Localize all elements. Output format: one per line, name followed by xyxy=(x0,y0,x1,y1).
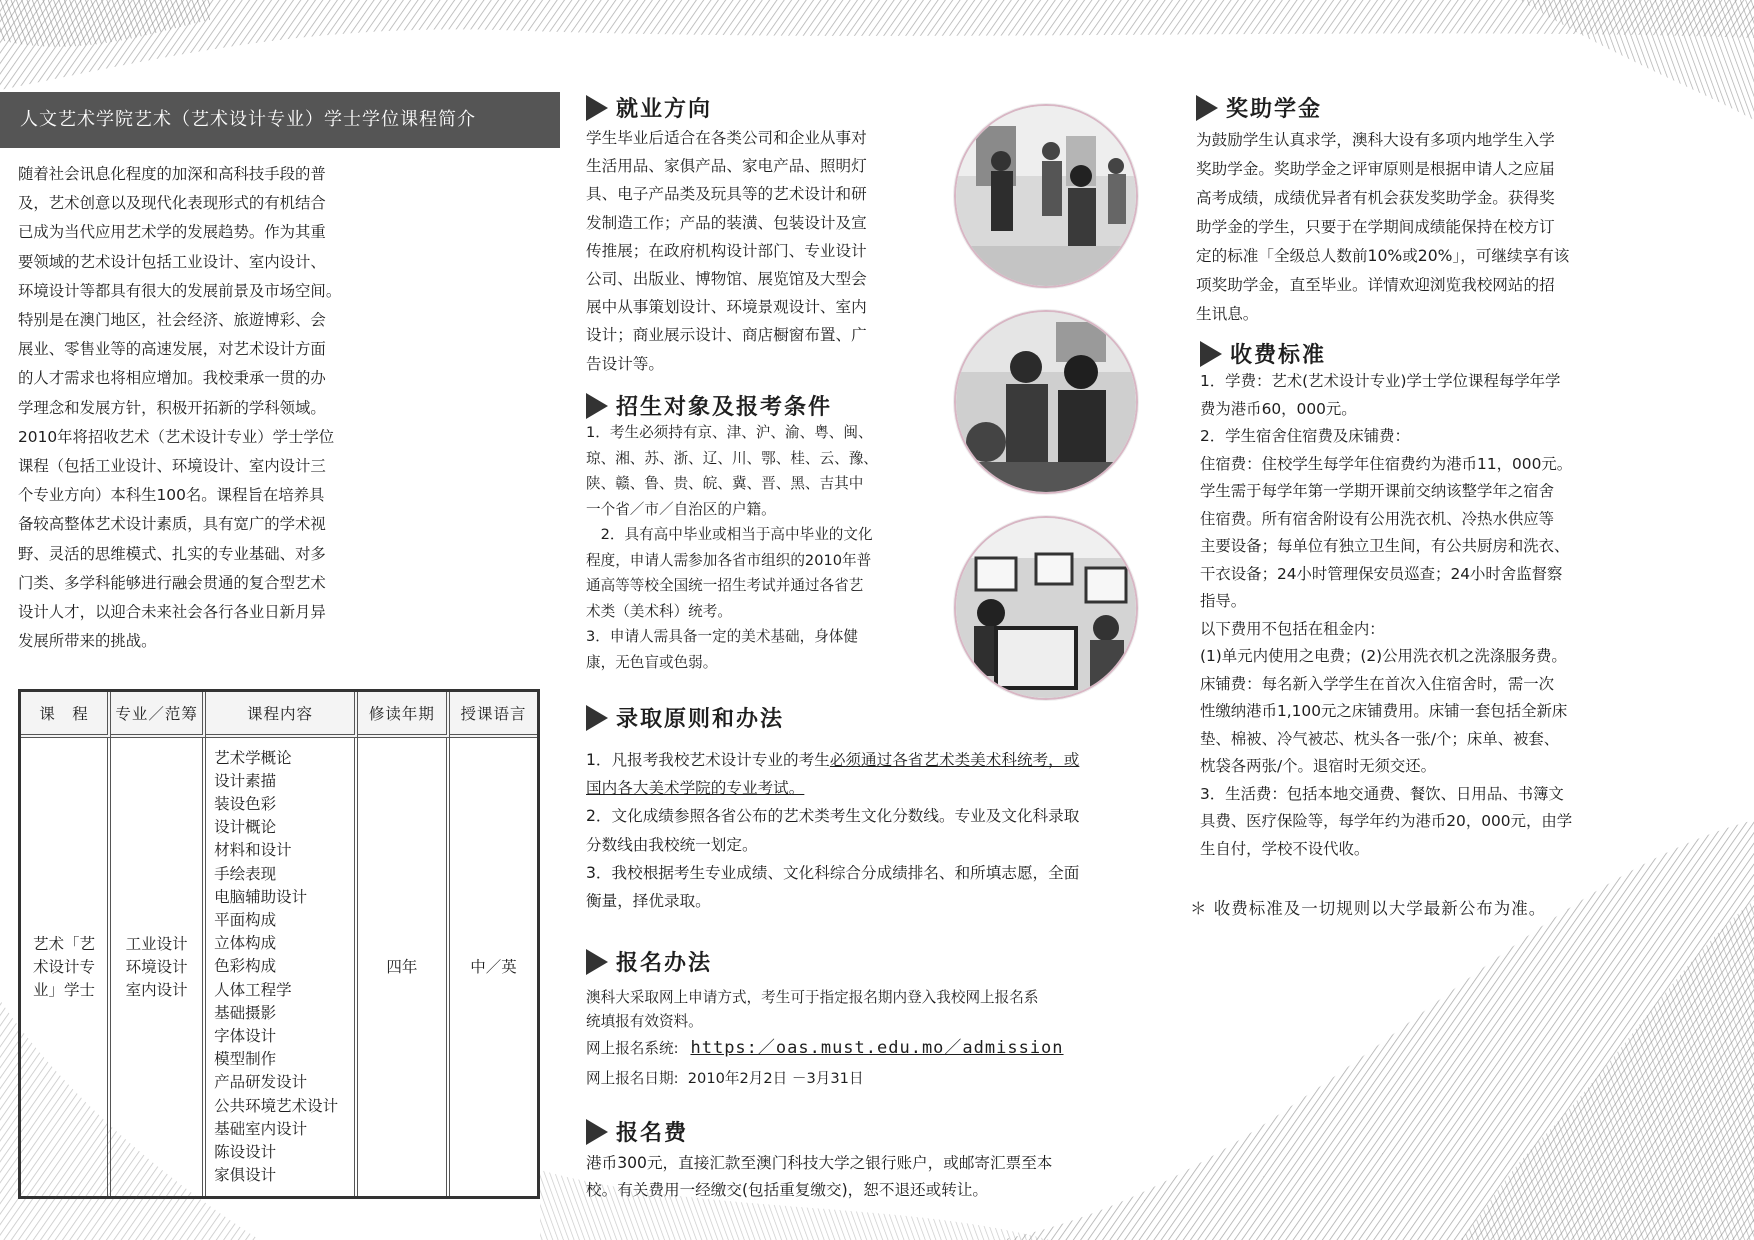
intro-line: 已成为当代应用艺术学的发展趋势。作为其重 xyxy=(18,223,326,242)
intro-line: 门类、多学科能够进行融会贯通的复合型艺术 xyxy=(18,573,326,592)
content-item: 基础摄影 xyxy=(214,1003,277,1022)
admission-line: 1．考生必须持有京、津、沪、渝、粤、闽、 xyxy=(586,424,873,441)
intro-line: 个专业方向）本科生100名。课程旨在培养具 xyxy=(18,486,325,505)
employment-line: 发制造工作；产品的装潢、包装设计及宣 xyxy=(586,213,867,232)
content-item: 陈设设计 xyxy=(214,1143,277,1162)
course-content-cell xyxy=(206,738,358,1196)
selection-heading xyxy=(586,702,784,733)
charges-line: 费为港币60，000元。 xyxy=(1200,399,1357,418)
apply-line: 澳科大采取网上申请方式，考生可于指定报名期内登入我校网上报名系 xyxy=(586,989,1039,1006)
charges-disclaimer: ＊ 收费标准及一切规则以大学最新公布为准。 xyxy=(1190,899,1547,918)
fee-line: 港币300元，直接汇款至澳门科技大学之银行账户，或邮寄汇票至本 xyxy=(586,1154,1053,1172)
content-item: 基础室内设计 xyxy=(214,1119,308,1138)
intro-line: 的人才需求也将相应增加。我校秉承一贯的办 xyxy=(18,369,326,388)
triangle-bullet-icon xyxy=(586,393,608,419)
intro-line: 环境设计等都具有很大的发展前景及市场空间。 xyxy=(18,281,342,300)
intro-line: 学理念和发展方针，积极开拓新的学科领域。 xyxy=(18,398,326,417)
major-cell xyxy=(111,738,206,1196)
intro-line: 发展所带来的挑战。 xyxy=(18,632,157,651)
admission-title: 招生对象及报考条件 xyxy=(616,395,833,420)
apply-system-label: 网上报名系统: xyxy=(586,1040,679,1057)
triangle-bullet-icon xyxy=(586,95,608,121)
content-item: 人体工程学 xyxy=(214,980,292,999)
table-header-row xyxy=(21,692,537,738)
content-item: 电脑辅助设计 xyxy=(214,887,308,906)
scholarship-heading xyxy=(1196,92,1322,123)
major-item: 工业设计 xyxy=(125,934,188,953)
duration-cell: 四年 xyxy=(358,738,450,1196)
intro-line: 2010年将招收艺术（艺术设计专业）学士学位 xyxy=(18,427,335,446)
charges-line: 垫、棉被、冷气被芯、枕头各一张/个；床单、被套、 xyxy=(1200,729,1560,748)
admission-line: 康，无色盲或色弱。 xyxy=(586,653,718,671)
triangle-bullet-icon xyxy=(1200,341,1222,367)
admission-line: 通高等等校全国统一招生考试并通过各省艺 xyxy=(586,577,864,594)
apply-system-link[interactable]: https:／oas.must.edu.mo／admission xyxy=(690,1038,1064,1058)
apply-date-label: 网上报名日期: xyxy=(586,1070,679,1087)
content-item: 装设色彩 xyxy=(214,794,277,813)
intro-line: 展业、零售业等的高速发展，对艺术设计方面 xyxy=(18,340,326,359)
charges-line: 2．学生宿舍住宿费及床铺费： xyxy=(1200,427,1410,445)
apply-heading xyxy=(586,946,712,977)
intro-line: 课程（包括工业设计、环境设计、室内设计三 xyxy=(18,457,326,476)
program-banner: 人文艺术学院艺术（艺术设计专业）学士学位课程简介 xyxy=(0,92,560,148)
admission-line: 3．申请人需具备一定的美术基础，身体健 xyxy=(586,628,858,645)
employment-line: 设计；商业展示设计、商店橱窗布置、广 xyxy=(586,326,867,345)
program-introduction xyxy=(18,160,372,656)
intro-line: 备较高整体艺术设计素质，具有宽广的学术视 xyxy=(18,515,326,534)
apply-date-value: 2010年2月2日 －3月31日 xyxy=(687,1070,864,1087)
charges-line: 住宿费。所有宿舍附设有公用洗衣机、冷热水供应等 xyxy=(1200,509,1554,528)
intro-line: 及，艺术创意以及现代化表现形式的有机结合 xyxy=(18,194,326,213)
content-item: 手绘表现 xyxy=(214,864,277,883)
scholarship-line: 项奖助学金，直至毕业。详情欢迎浏览我校网站的招 xyxy=(1196,276,1555,294)
fee-line: 校。有关费用一经缴交(包括重复缴交)，恕不退还或转让。 xyxy=(586,1181,989,1199)
course-name-line: 术设计专 xyxy=(33,957,96,976)
employment-line: 具、电子产品类及玩具等的艺术设计和研 xyxy=(586,185,867,204)
charges-line: 主要设备；每单位有独立卫生间，有公共厨房和洗衣、 xyxy=(1200,537,1570,555)
content-item: 模型制作 xyxy=(214,1050,277,1069)
course-name-line: 业」学士 xyxy=(33,980,96,999)
charges-line: 枕袋各两张/个。退宿时无须交还。 xyxy=(1200,757,1437,775)
major-item: 室内设计 xyxy=(125,980,188,999)
students-painting-photo xyxy=(954,104,1138,288)
intro-line: 设计人才，以迎合未来社会各行各业日新月异 xyxy=(18,603,326,622)
scholarship-line: 定的标准「全级总人数前10%或20%」，可继续享有该 xyxy=(1196,247,1570,265)
selection-item1-line2: 国内各大美术学院的专业考试。 xyxy=(586,779,805,798)
employment-line: 传推展；在政府机构设计部门、专业设计 xyxy=(586,241,867,260)
employment-line: 展中从事策划设计、环境景观设计、室内 xyxy=(586,298,867,317)
major-item: 环境设计 xyxy=(125,957,188,976)
charges-line: 以下费用不包括在租金内： xyxy=(1200,619,1385,638)
selection-item1-prefix: 1．凡报考我校艺术设计专业的考生 xyxy=(586,751,830,769)
charges-line: 具费、医疗保险等，每学年约为港币20，000元，由学 xyxy=(1200,812,1573,830)
charges-line: 1．学费：艺术(艺术设计专业)学士学位课程每学年学 xyxy=(1200,372,1561,390)
intro-line: 要领域的艺术设计包括工业设计、室内设计、 xyxy=(18,252,326,271)
admission-line: 术类（美术科）统考。 xyxy=(586,602,732,620)
content-item: 设计素描 xyxy=(214,771,277,790)
course-name-line: 艺术「艺 xyxy=(33,934,96,953)
fee-text xyxy=(586,1150,1166,1204)
content-item: 色彩构成 xyxy=(214,957,277,976)
content-item: 设计概论 xyxy=(214,818,277,837)
employment-heading xyxy=(586,92,712,123)
scholarship-title: 奖助学金 xyxy=(1226,97,1323,122)
selection-line: 2．文化成绩参照各省公布的艺术类考生文化分数线。专业及文化科录取 xyxy=(586,807,1080,826)
content-item: 公共环境艺术设计 xyxy=(214,1096,339,1115)
charges-line: 3．生活费：包括本地交通费、餐饮、日用品、书簿文 xyxy=(1200,784,1564,803)
scholarship-line: 高考成绩，成绩优异者有机会获发奖助学金。获得奖 xyxy=(1196,189,1555,207)
apply-text xyxy=(586,986,1166,1091)
selection-item1-underlined: 必须通过各省艺术类美术科统考，或 xyxy=(829,751,1080,769)
apply-line: 统填报有效资料。 xyxy=(586,1013,703,1030)
employment-title: 就业方向 xyxy=(616,97,713,122)
charges-text xyxy=(1200,368,1620,863)
employment-line: 告设计等。 xyxy=(586,354,664,373)
intro-line: 野、灵活的思维模式、扎实的专业基础、对多 xyxy=(18,544,326,563)
scholarship-line: 生讯息。 xyxy=(1196,305,1259,323)
charges-line: 指导。 xyxy=(1200,592,1247,610)
admission-line: 陕、赣、鲁、贵、皖、冀、晋、黑、吉其中 xyxy=(586,475,864,492)
selection-text xyxy=(586,746,1166,915)
content-item: 艺术学概论 xyxy=(214,748,292,767)
employment-line: 公司、出版业、博物馆、展览馆及大型会 xyxy=(586,270,867,289)
charges-line: 干衣设备；24小时管理保安员巡查；24小时舍监督察 xyxy=(1200,564,1563,583)
selection-line: 分数线由我校统一划定。 xyxy=(586,835,758,854)
content-item: 材料和设计 xyxy=(214,841,292,860)
charges-line: 学生需于每学年第一学期开课前交纳该整学年之宿舍 xyxy=(1200,482,1554,500)
header-duration: 修读年期 xyxy=(358,692,450,738)
scholarship-text xyxy=(1196,126,1616,329)
selection-line: 衡量，择优录取。 xyxy=(586,892,711,911)
header-content: 课程内容 xyxy=(206,692,358,738)
charges-line: (1)单元内使用之电费；(2)公用洗衣机之洗涤服务费。 xyxy=(1200,647,1567,665)
course-name-cell xyxy=(21,738,111,1196)
content-item: 产品研发设计 xyxy=(214,1073,308,1092)
admission-line: 2．具有高中毕业或相当于高中毕业的文化 xyxy=(586,526,873,543)
content-item: 字体设计 xyxy=(214,1027,277,1045)
admission-heading xyxy=(586,390,832,421)
charges-line: 住宿费：住校学生每学年住宿费约为港币11，000元。 xyxy=(1200,454,1573,473)
employment-line: 生活用品、家俱产品、家电产品、照明灯 xyxy=(586,157,867,176)
admission-line: 程度，申请人需参加各省市组织的2010年普 xyxy=(586,551,872,569)
header-major: 专业／范筹 xyxy=(111,692,206,738)
triangle-bullet-icon xyxy=(586,949,608,975)
scholarship-line: 助学金的学生，只要于在学期间成绩能保持在校方订 xyxy=(1196,218,1555,236)
selection-title: 录取原则和办法 xyxy=(616,707,785,732)
charges-line: 性缴纳港币1,100元之床铺费用。床铺一套包括全新床 xyxy=(1200,702,1568,720)
selection-line: 3．我校根据考生专业成绩、文化科综合分成绩排名、和所填志愿，全面 xyxy=(586,863,1080,882)
fee-title: 报名费 xyxy=(616,1121,689,1146)
triangle-bullet-icon xyxy=(586,1119,608,1145)
triangle-bullet-icon xyxy=(586,705,608,731)
students-discussion-photo xyxy=(954,310,1138,494)
course-table xyxy=(18,689,540,1199)
admission-line: 琼、湘、苏、浙、辽、川、鄂、桂、云、豫、 xyxy=(586,449,878,467)
computer-lab-photo xyxy=(954,516,1138,700)
admission-line: 一个省／市／自治区的户籍。 xyxy=(586,500,776,518)
charges-title: 收费标准 xyxy=(1230,343,1327,368)
admission-text xyxy=(586,420,926,675)
intro-line: 随着社会讯息化程度的加深和高科技手段的普 xyxy=(18,165,326,183)
content-item: 家俱设计 xyxy=(214,1166,277,1185)
charges-line: 床铺费：每名新入学学生在首次入住宿舍时，需一次 xyxy=(1200,674,1554,693)
fee-heading xyxy=(586,1116,688,1147)
language-cell: 中／英 xyxy=(470,957,517,976)
content-item: 平面构成 xyxy=(214,910,277,929)
employment-text xyxy=(586,124,916,378)
triangle-bullet-icon xyxy=(1196,95,1218,121)
content-item: 立体构成 xyxy=(214,934,277,953)
charges-line: 生自付，学校不设代收。 xyxy=(1200,839,1370,858)
scholarship-line: 奖助学金。奖助学金之评审原则是根据申请人之应届 xyxy=(1196,160,1555,178)
intro-line: 特别是在澳门地区，社会经济、旅遊博彩、会 xyxy=(18,311,326,330)
table-row xyxy=(21,738,537,1196)
apply-title: 报名办法 xyxy=(616,951,713,976)
header-language: 授课语言 xyxy=(450,692,537,738)
employment-line: 学生毕业后适合在各类公司和企业从事对 xyxy=(586,129,867,147)
scholarship-line: 为鼓励学生认真求学，澳科大设有多项内地学生入学 xyxy=(1196,131,1555,149)
charges-heading xyxy=(1200,338,1326,369)
header-course: 课 程 xyxy=(21,692,111,738)
